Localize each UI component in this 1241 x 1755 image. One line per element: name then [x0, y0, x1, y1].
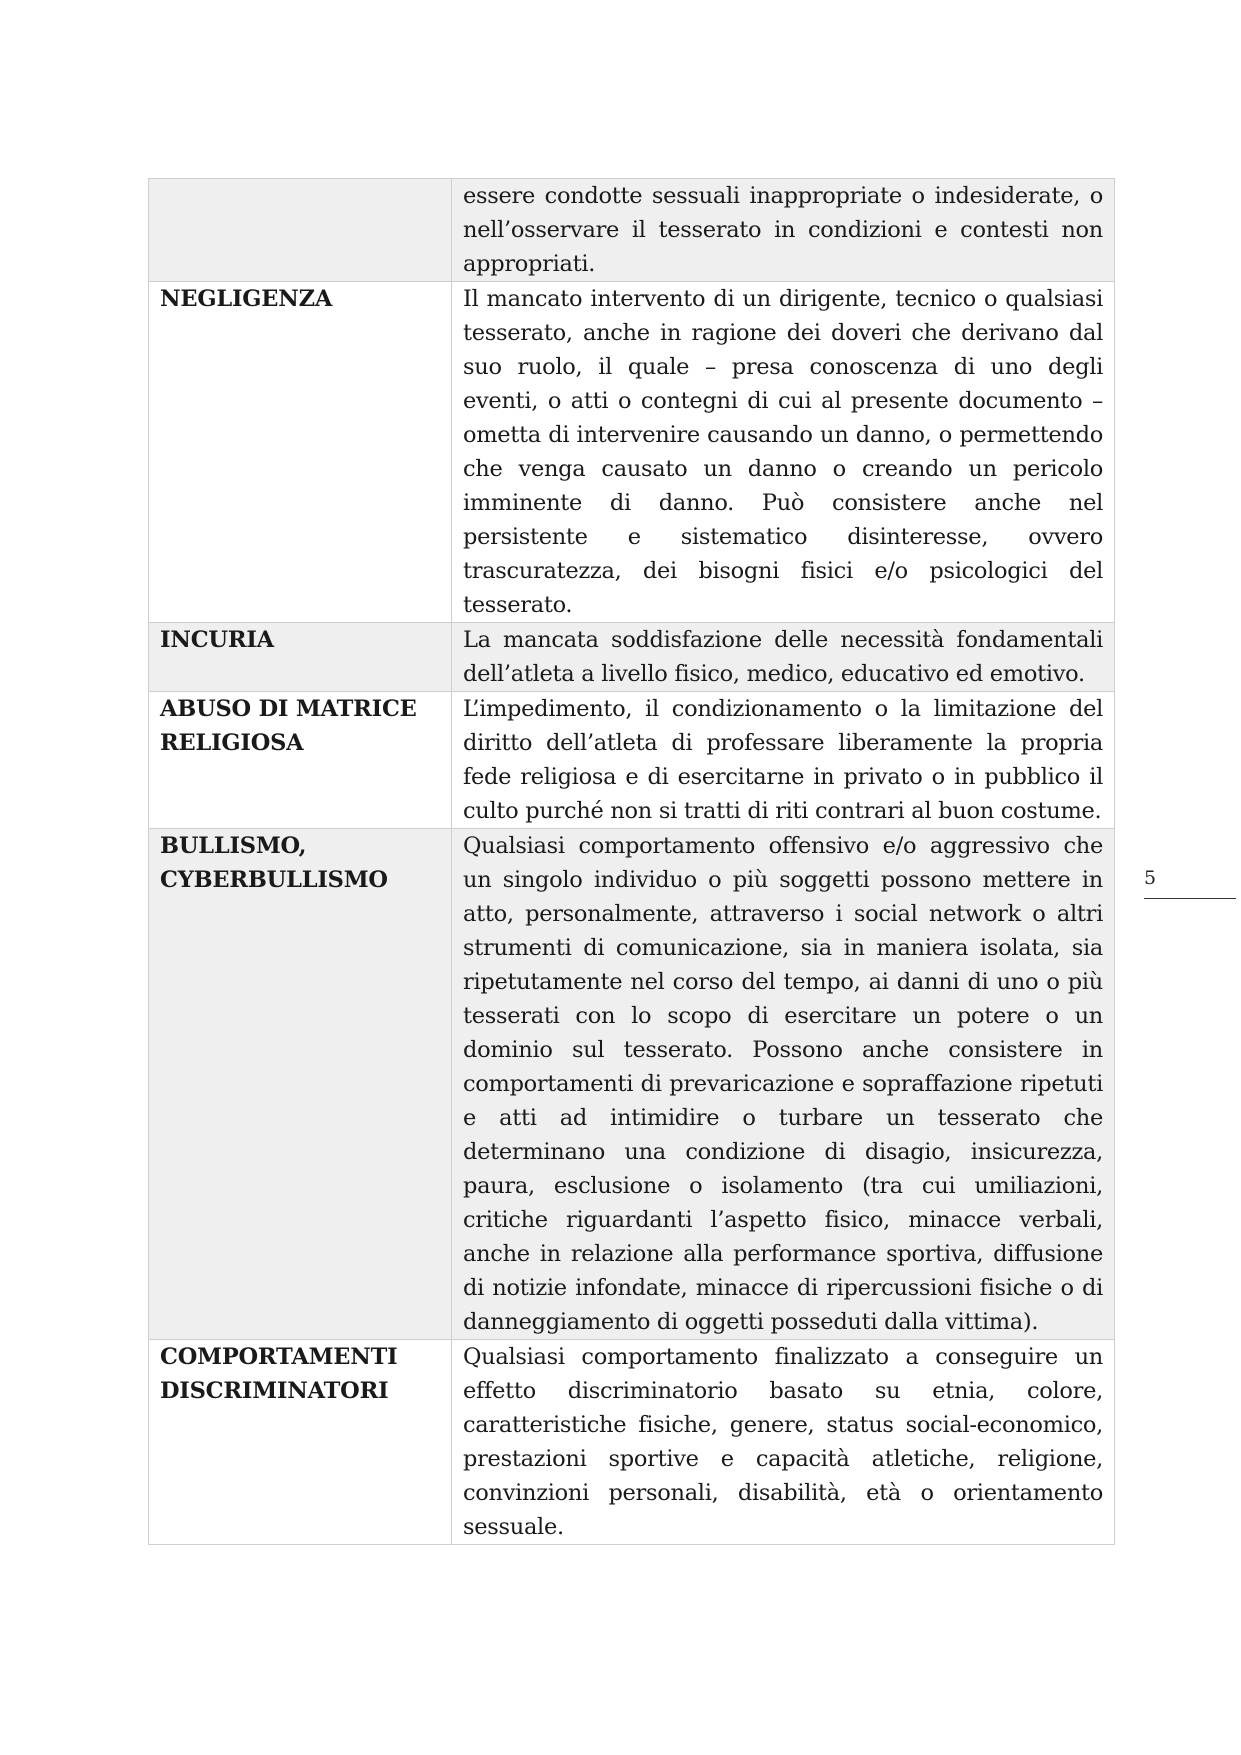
term-cell: ABUSO DI MATRICE RELIGIOSA — [149, 692, 452, 829]
term-cell: NEGLIGENZA — [149, 282, 452, 623]
definition-cell: La mancata soddisfazione delle necessità fondamentali dell’atleta a livello fisico, medico, educativo ed emotivo. — [452, 623, 1115, 692]
table-row — [149, 179, 1115, 282]
term-cell: BULLISMO, CYBERBULLISMO — [149, 829, 452, 1340]
term-cell — [149, 179, 452, 282]
definition-cell: essere condotte sessuali inappropriate o indesiderate, o nell’osservare il tesserato in condizioni e contesti non appropriati. — [452, 179, 1115, 282]
table-row — [149, 1340, 1115, 1545]
term-cell: INCURIA — [149, 623, 452, 692]
definition-cell: Il mancato intervento di un dirigente, tecnico o qualsiasi tesserato, anche in ragione dei doveri che derivano dal suo ruolo, il quale – presa conoscenza di uno degli eventi, o atti o contegni di cui al presente documento – ometta di intervenire causando un danno, o permettendo che venga causato un danno o creando un pericolo imminente di danno. Può consistere anche nel persistente e sistematico disinteresse, ovvero trascuratezza, dei bisogni fisici e/o psicologici del tesserato. — [452, 282, 1115, 623]
definition-cell: Qualsiasi comportamento offensivo e/o aggressivo che un singolo individuo o più soggetti possono mettere in atto, personalmente, attraverso i social network o altri strumenti di comunicazione, sia in maniera isolata, sia ripetutamente nel corso del tempo, ai danni di uno o più tesserati con lo scopo di esercitare un potere o un dominio sul tesserato. Possono anche consistere in comportamenti di prevaricazione e sopraffazione ripetuti e atti ad intimidire o turbare un tesserato che determinano una condizione di disagio, insicurezza, paura, esclusione o isolamento (tra cui umiliazioni, critiche riguardanti l’aspetto fisico, minacce verbali, anche in relazione alla performance sportiva, diffusione di notizie infondate, minacce di ripercussioni fisiche o di danneggiamento di oggetti posseduti dalla vittima). — [452, 829, 1115, 1340]
definition-cell: Qualsiasi comportamento finalizzato a conseguire un effetto discriminatorio basato su etnia, colore, caratteristiche fisiche, genere, status social-economico, prestazioni sportive e capacità atletiche, religione, convinzioni personali, disabilità, età o orientamento sessuale. — [452, 1340, 1115, 1545]
table-row — [149, 282, 1115, 623]
table-row — [149, 623, 1115, 692]
definitions-table — [148, 178, 1115, 1545]
table-row — [149, 692, 1115, 829]
page-number-rule — [1144, 898, 1236, 899]
term-cell: COMPORTAMENTI DISCRIMINATORI — [149, 1340, 452, 1545]
page-number: 5 — [1144, 867, 1157, 889]
table-row — [149, 829, 1115, 1340]
definition-cell: L’impedimento, il condizionamento o la limitazione del diritto dell’atleta di professare liberamente la propria fede religiosa e di esercitarne in privato o in pubblico il culto purché non si tratti di riti contrari al buon costume. — [452, 692, 1115, 829]
